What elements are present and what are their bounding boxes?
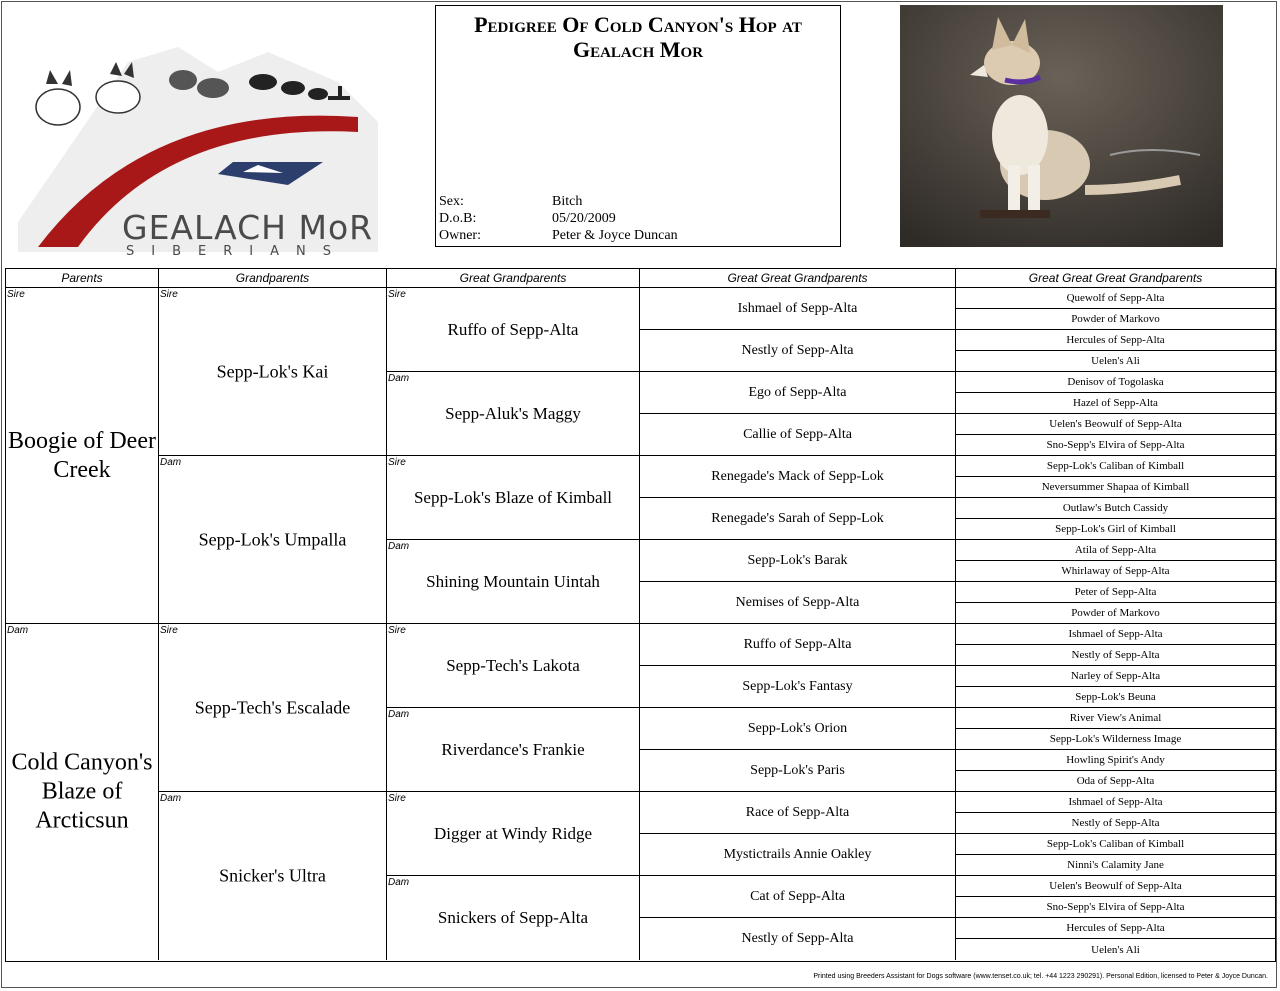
- dog-name: Narley of Sepp-Alta: [1070, 670, 1161, 682]
- great-grandparents-cell: [387, 372, 640, 456]
- dog-name: Powder of Markovo: [1071, 313, 1160, 325]
- header-great-great-great-grandparents: Great Great Great Grandparents: [956, 269, 1275, 288]
- dog-name: Ishmael of Sepp-Alta: [1068, 628, 1163, 640]
- dog-name: Ninni's Calamity Jane: [1067, 859, 1164, 871]
- great-great-grandparents-cell: [640, 498, 956, 540]
- great-grandparents-cell: [387, 540, 640, 624]
- great-great-great-grandparents-cell: [956, 855, 1275, 876]
- dog-name: Renegade's Sarah of Sepp-Lok: [711, 510, 884, 526]
- dog-name: Powder of Markovo: [1071, 607, 1160, 619]
- great-great-grandparents-cell: [640, 708, 956, 750]
- great-great-grandparents-cell: [640, 330, 956, 372]
- great-great-great-grandparents-cell: [956, 498, 1275, 519]
- dob-label: D.o.B:: [439, 211, 477, 226]
- dog-name: Neversummer Shapaa of Kimball: [1041, 481, 1190, 493]
- great-great-great-grandparents-cell: [956, 645, 1275, 666]
- great-great-grandparents-cell: [640, 666, 956, 708]
- logo-title: GEALACH MoR: [122, 208, 374, 247]
- great-great-great-grandparents-cell: [956, 330, 1275, 351]
- dog-name: Boogie of Deer Creek: [8, 427, 156, 483]
- dog-name: Sno-Sepp's Elvira of Sepp-Alta: [1046, 439, 1185, 451]
- dog-name: Howling Spirit's Andy: [1066, 754, 1165, 766]
- sex-value: Bitch: [552, 194, 583, 209]
- dog-name: Sepp-Lok's Barak: [747, 552, 848, 568]
- great-great-grandparents-cell: [640, 540, 956, 582]
- page-title: Pedigree Of Cold Canyon's Hop at Gealach Mor: [474, 12, 802, 62]
- role-label: Dam: [388, 541, 410, 552]
- great-grandparents-cell: [387, 624, 640, 708]
- great-great-grandparents-cell: [640, 288, 956, 330]
- grandparents-cell: [159, 624, 387, 792]
- header-great-grandparents: Great Grandparents: [387, 269, 640, 288]
- dog-name: Sepp-Lok's Kai: [216, 361, 329, 381]
- dog-name: Outlaw's Butch Cassidy: [1062, 502, 1169, 514]
- dog-name: Race of Sepp-Alta: [745, 804, 850, 820]
- great-great-grandparents-cell: [640, 876, 956, 918]
- dog-name: Nestly of Sepp-Alta: [1071, 817, 1160, 829]
- great-great-great-grandparents-cell: [956, 351, 1275, 372]
- great-great-great-grandparents-cell: [956, 771, 1275, 792]
- footer-note: Printed using Breeders Assistant for Dogs software (www.tenset.co.uk; tel. +44 1223 290291). Personal Edition, licensed to Peter & Joyce Duncan.: [813, 973, 1268, 980]
- great-great-grandparents-cell: [640, 750, 956, 792]
- dob-value: 05/20/2009: [552, 211, 616, 226]
- dog-name: Snicker's Ultra: [219, 865, 326, 886]
- dog-name: Ruffo of Sepp-Alta: [743, 636, 852, 652]
- role-label: Sire: [388, 457, 406, 468]
- great-great-great-grandparents-cell: [956, 393, 1275, 414]
- great-grandparents-cell: [387, 876, 640, 960]
- role-label: Sire: [160, 625, 178, 636]
- great-great-great-grandparents-cell: [956, 477, 1275, 498]
- great-great-great-grandparents-cell: [956, 309, 1275, 330]
- header-great-great-grandparents: Great Great Grandparents: [640, 269, 956, 288]
- dog-name: Sepp-Lok's Umpalla: [198, 529, 347, 549]
- great-great-great-grandparents-cell: [956, 687, 1275, 708]
- dog-name: Sno-Sepp's Elvira of Sepp-Alta: [1046, 901, 1185, 913]
- kennel-logo: [18, 22, 378, 259]
- parents-cell: [6, 624, 159, 960]
- dog-name: Sepp-Lok's Paris: [750, 762, 845, 778]
- owner-label: Owner:: [439, 228, 481, 243]
- role-label: Sire: [160, 289, 178, 300]
- great-great-great-grandparents-cell: [956, 792, 1275, 813]
- role-label: Sire: [388, 793, 406, 804]
- role-label: Dam: [388, 709, 410, 720]
- dog-name: Cat of Sepp-Alta: [750, 888, 845, 904]
- sex-label: Sex:: [439, 194, 464, 209]
- role-label: Dam: [160, 793, 182, 804]
- dog-name: Nemises of Sepp-Alta: [735, 594, 860, 610]
- dog-name: Sepp-Lok's Blaze of Kimball: [413, 487, 613, 507]
- owner-value: Peter & Joyce Duncan: [552, 228, 678, 243]
- grandparents-cell: [159, 288, 387, 456]
- dog-name: Sepp-Lok's Wilderness Image: [1049, 733, 1182, 745]
- dog-name: Uelen's Ali: [1091, 355, 1140, 367]
- dog-name: Uelen's Ali: [1091, 943, 1140, 956]
- dog-name: Uelen's Beowulf of Sepp-Alta: [1049, 880, 1182, 892]
- dog-name: Sepp-Lok's Beuna: [1075, 691, 1156, 703]
- great-great-great-grandparents-cell: [956, 708, 1275, 729]
- great-great-grandparents-cell: [640, 456, 956, 498]
- great-great-great-grandparents-cell: [956, 834, 1275, 855]
- dog-name: Oda of Sepp-Alta: [1076, 775, 1155, 787]
- great-great-great-grandparents-cell: [956, 435, 1275, 456]
- great-great-great-grandparents-cell: [956, 729, 1275, 750]
- dog-name: Ego of Sepp-Alta: [748, 384, 847, 400]
- dog-name: Renegade's Mack of Sepp-Lok: [711, 468, 884, 484]
- parents-cell: [6, 288, 159, 624]
- great-great-grandparents-cell: [640, 414, 956, 456]
- dog-name: Sepp-Aluk's Maggy: [445, 403, 581, 423]
- role-label: Sire: [388, 625, 406, 636]
- dog-photo: [900, 5, 1223, 247]
- dog-name: Denisov of Togolaska: [1067, 376, 1164, 388]
- great-great-great-grandparents-cell: [956, 561, 1275, 582]
- header-parents: Parents: [6, 269, 159, 288]
- dog-name: Sepp-Tech's Lakota: [446, 655, 580, 675]
- dog-name: Sepp-Lok's Caliban of Kimball: [1046, 460, 1185, 472]
- dog-name: Digger at Windy Ridge: [433, 823, 593, 843]
- dog-name: River View's Animal: [1069, 712, 1162, 724]
- dog-name: Shining Mountain Uintah: [426, 571, 600, 591]
- dog-name: Ruffo of Sepp-Alta: [447, 319, 579, 339]
- great-great-great-grandparents-cell: [956, 624, 1275, 645]
- role-label: Dam: [388, 373, 410, 384]
- dog-name: Mystictrails Annie Oakley: [723, 846, 872, 862]
- dog-name: Snickers of Sepp-Alta: [437, 908, 589, 927]
- role-label: Dam: [7, 625, 29, 636]
- role-label: Sire: [388, 289, 406, 300]
- role-label: Dam: [160, 457, 182, 468]
- great-great-great-grandparents-cell: [956, 666, 1275, 687]
- great-great-great-grandparents-cell: [956, 519, 1275, 540]
- great-great-grandparents-cell: [640, 918, 956, 960]
- dog-name: Peter of Sepp-Alta: [1074, 586, 1157, 598]
- dog-name: Sepp-Lok's Girl of Kimball: [1055, 523, 1176, 535]
- dog-name: Sepp-Lok's Orion: [747, 720, 848, 736]
- great-grandparents-cell: [387, 288, 640, 372]
- great-grandparents-cell: [387, 456, 640, 540]
- logo-subtitle: SIBERIANS: [126, 244, 348, 259]
- great-great-great-grandparents-cell: [956, 372, 1275, 393]
- dog-name: Callie of Sepp-Alta: [743, 426, 852, 442]
- great-great-great-grandparents-cell: [956, 939, 1275, 960]
- great-great-grandparents-cell: [640, 372, 956, 414]
- great-great-great-grandparents-cell: [956, 876, 1275, 897]
- dog-name: Quewolf of Sepp-Alta: [1066, 292, 1165, 304]
- great-great-great-grandparents-cell: [956, 582, 1275, 603]
- dog-photo-icon: [900, 5, 1223, 247]
- dog-name: Hercules of Sepp-Alta: [1066, 334, 1165, 346]
- great-great-grandparents-cell: [640, 624, 956, 666]
- role-label: Sire: [7, 289, 25, 300]
- great-great-great-grandparents-cell: [956, 813, 1275, 834]
- dog-name: Ishmael of Sepp-Alta: [1068, 796, 1163, 808]
- dog-name: Ishmael of Sepp-Alta: [737, 300, 858, 316]
- great-great-great-grandparents-cell: [956, 750, 1275, 771]
- great-great-great-grandparents-cell: [956, 540, 1275, 561]
- great-great-great-grandparents-cell: [956, 456, 1275, 477]
- dog-name: Sepp-Lok's Caliban of Kimball: [1046, 838, 1185, 850]
- great-great-great-grandparents-cell: [956, 603, 1275, 624]
- dog-name: Nestly of Sepp-Alta: [741, 931, 854, 946]
- dog-name: Uelen's Beowulf of Sepp-Alta: [1049, 418, 1182, 430]
- dog-name: Riverdance's Frankie: [441, 739, 585, 759]
- great-great-grandparents-cell: [640, 792, 956, 834]
- grandparents-cell: [159, 792, 387, 960]
- great-grandparents-cell: [387, 708, 640, 792]
- great-grandparents-cell: [387, 792, 640, 876]
- title-box: [435, 5, 841, 247]
- grandparents-cell: [159, 456, 387, 624]
- dog-name: Cold Canyon's Blaze of Arcticsun: [11, 749, 153, 834]
- great-great-great-grandparents-cell: [956, 414, 1275, 435]
- great-great-great-grandparents-cell: [956, 918, 1275, 939]
- great-great-great-grandparents-cell: [956, 288, 1275, 309]
- role-label: Dam: [388, 877, 410, 888]
- dog-name: Nestly of Sepp-Alta: [741, 342, 854, 358]
- dog-name: Atila of Sepp-Alta: [1074, 544, 1157, 556]
- dog-name: Sepp-Tech's Escalade: [194, 697, 351, 717]
- great-great-great-grandparents-cell: [956, 897, 1275, 918]
- dog-name: Sepp-Lok's Fantasy: [742, 678, 853, 694]
- dog-name: Nestly of Sepp-Alta: [1071, 649, 1160, 661]
- dog-name: Hercules of Sepp-Alta: [1066, 922, 1165, 934]
- dog-name: Hazel of Sepp-Alta: [1073, 397, 1158, 409]
- great-great-grandparents-cell: [640, 834, 956, 876]
- header-grandparents: Grandparents: [159, 269, 387, 288]
- great-great-grandparents-cell: [640, 582, 956, 624]
- dog-name: Whirlaway of Sepp-Alta: [1061, 565, 1170, 577]
- pedigree-table: [5, 268, 1276, 962]
